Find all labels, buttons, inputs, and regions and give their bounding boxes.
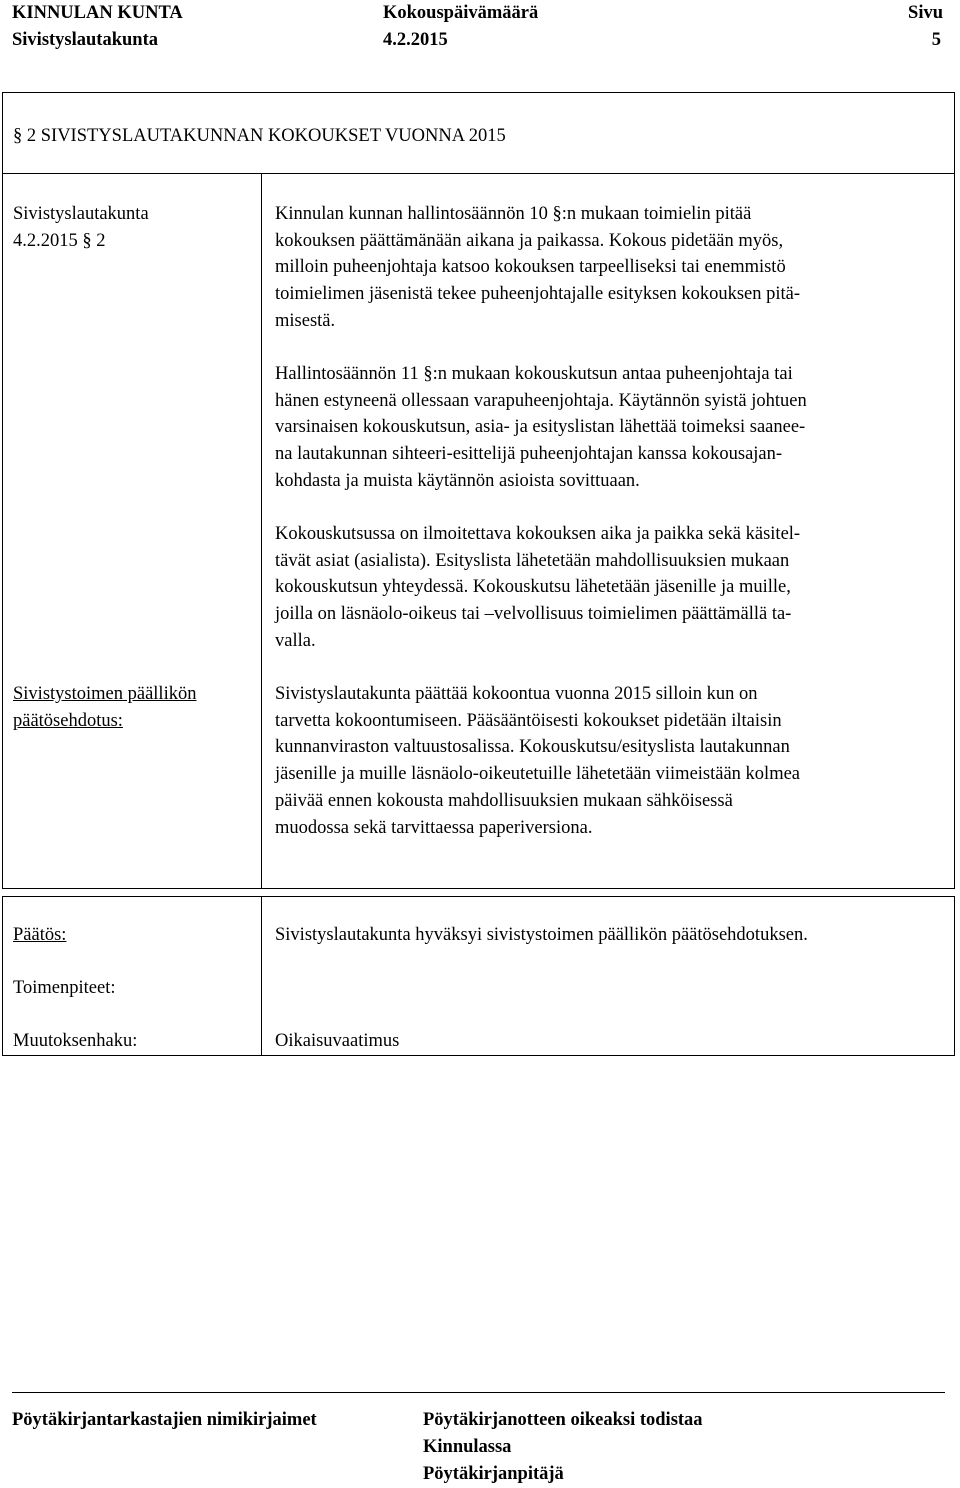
body-paragraph: Kinnulan kunnan hallintosäännön 10 §:n mukaan toimielin pitää kokouksen päättämänään aikana ja paikassa. Kokous pidetään myös, milloin puheenjohtaja katsoo kokouksen tarpeelliseksi tai enemmistö toimielimen jäsenistä tekee puheenjohtajalle esityksen kokouksen pitä- misestä. <box>275 204 801 331</box>
reference-date: 4.2.2015 § 2 <box>13 230 106 251</box>
board-name: Sivistyslautakunta <box>12 30 158 50</box>
divider <box>3 173 954 174</box>
meeting-date-label: Kokouspäivämäärä <box>383 3 539 23</box>
body-paragraph: Kokouskutsussa on ilmoitettava kokouksen aika ja paikka sekä käsitel- tävät asiat (asialista). Esityslista lähetetään mahdollisuuksien mukaan kokouskutsun yhteydessä. Kokouskutsu lähetetään jäsenille ja muille, joilla on läsnäolo-oikeus tai –velvollisuus toimielimen päättämällä ta- valla. <box>275 524 801 651</box>
item-background <box>275 521 943 655</box>
decision-box <box>2 896 955 1056</box>
actions-label: Toimenpiteet: <box>13 978 116 998</box>
proposal-label-line1: Sivistystoimen päällikön <box>13 684 197 704</box>
column-divider <box>261 173 262 888</box>
proposal-paragraph: Sivistyslautakunta päättää kokoontua vuonna 2015 silloin kun on tarvetta kokoontumiseen. Pääsääntöisesti kokoukset pidetään iltaisin kunnanviraston valtuustosalissa. Kokouskutsu/esityslista lautakunnan jäsenille ja muille läsnäolo-oikeutetuille lähetetään viimeistään kolmea päivää ennen kokousta mahdollisuuksien mukaan sähköisessä muodossa sekä tarvittaessa paperiversiona. <box>275 684 801 838</box>
section-title: § 2 SIVISTYSLAUTAKUNNAN KOKOUKSET VUONNA 2015 <box>13 126 506 146</box>
decision-label: Päätös: <box>13 925 67 945</box>
appeal-value: Oikaisuvaatimus <box>275 1031 400 1051</box>
proposal-label <box>13 681 253 734</box>
page-footer <box>12 1392 945 1484</box>
page-label: Sivu <box>908 3 943 23</box>
certify-place: Kinnulassa <box>423 1437 512 1457</box>
proposal-label-line2: päätösehdotus: <box>13 710 123 731</box>
item-background <box>275 201 943 335</box>
column-divider <box>261 897 262 1055</box>
organization-name: KINNULAN KUNTA <box>12 3 183 23</box>
page-number: 5 <box>931 30 941 50</box>
initials-label: Pöytäkirjantarkastajien nimikirjaimet <box>12 1410 317 1430</box>
page-header <box>0 0 960 60</box>
keeper-label: Pöytäkirjanpitäjä <box>423 1464 564 1484</box>
item-background <box>275 361 943 495</box>
meeting-reference <box>13 201 253 254</box>
decision-text: Sivistyslautakunta hyväksyi sivistystoimen päällikön päätösehdotuksen. <box>275 925 808 945</box>
appeal-label: Muutoksenhaku: <box>13 1031 138 1051</box>
body-paragraph: Hallintosäännön 11 §:n mukaan kokouskutsun antaa puheenjohtaja tai hänen estyneenä ollessaan varapuheenjohtaja. Käytännön syistä johtuen varsinaisen kokouskutsun, asia- ja esityslistan lähettää toimeksi saanee- na lautakunnan sihteeri-esittelijä puheenjohtajan kanssa kokousajan- kohdasta ja muista käytännön asioista sovittuaan. <box>275 364 807 491</box>
reference-board: Sivistyslautakunta <box>13 204 149 224</box>
meeting-date: 4.2.2015 <box>383 30 448 50</box>
agenda-item-box <box>2 92 955 889</box>
proposal-text <box>275 681 943 841</box>
certify-label: Pöytäkirjanotteen oikeaksi todistaa <box>423 1410 703 1430</box>
